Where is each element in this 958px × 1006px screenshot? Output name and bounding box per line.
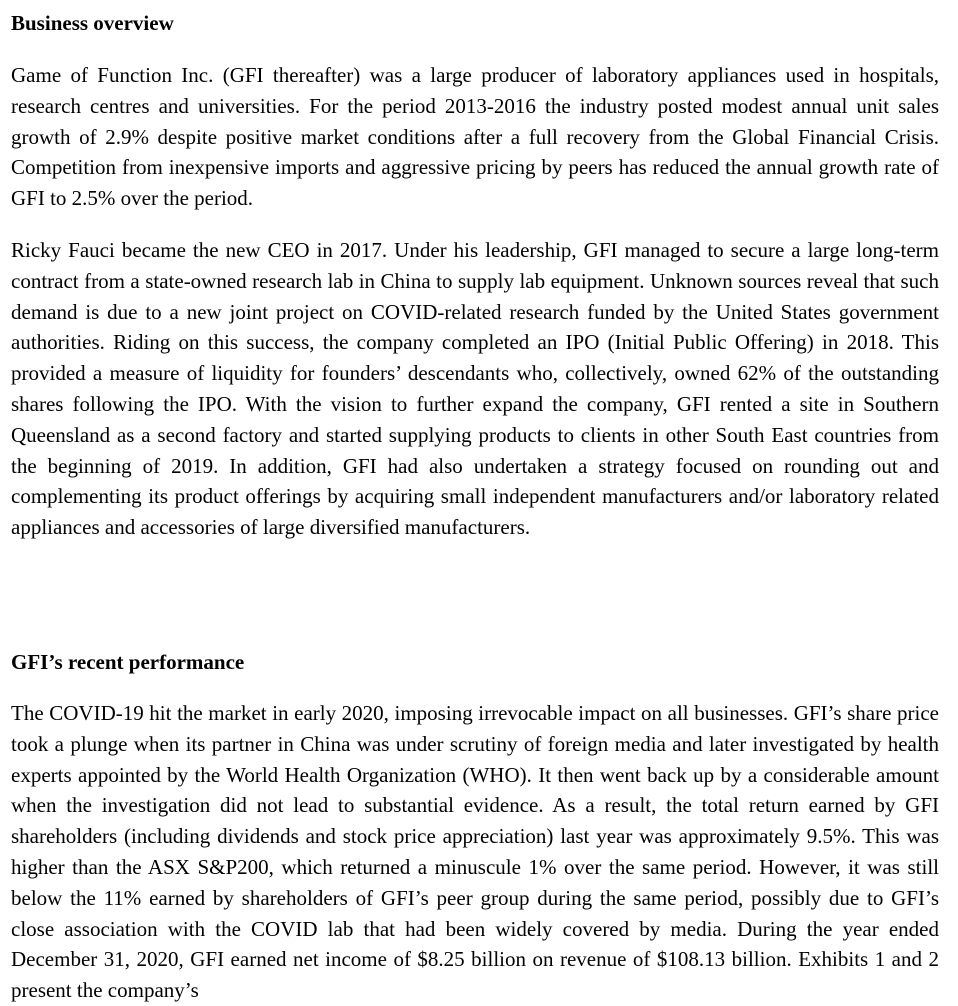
paragraph-business-overview-2: Ricky Fauci became the new CEO in 2017. Under his leadership, GFI managed to secure a large long-term contract from a state-owned research lab in China to supply lab equipment. Unknown sources reveal that such demand is due to a new joint project on COVID-related research funded by the United States government authorities. Riding on this success, the company completed an IPO (Initial Public Offering) in 2018. This provided a measure of liquidity for founders’ descendants who, collectively, owned 62% of the outstanding shares following the IPO. With the vision to further expand the company, GFI rented a site in Southern Queensland as a second factory and started supplying products to clients in other South East countries from the beginning of 2019. In addition, GFI had also undertaken a strategy focused on rounding out and complementing its product offerings by acquiring small independent manufacturers and/or laboratory related appliances and accessories of large diversified manufacturers. — [11, 238, 939, 540]
section-heading-recent-performance: GFI’s recent performance — [11, 650, 245, 674]
paragraph-business-overview-1: Game of Function Inc. (GFI thereafter) was a large producer of laboratory appliances used in hospitals, research centres and universities. For the period 2013-2016 the industry posted modest annual unit sales growth of 2.9% despite positive market conditions after a full recovery from the Global Financial Crisis. Competition from inexpensive imports and aggressive pricing by peers has reduced the annual growth rate of GFI to 2.5% over the period. — [11, 63, 939, 211]
paragraph-recent-performance-1: The COVID-19 hit the market in early 2020, imposing irrevocable impact on all businesses. GFI’s share price took a plunge when its partner in China was under scrutiny of foreign media and later investigated by health experts appointed by the World Health Organization (WHO). It then went back up by a considerable amount when the investigation did not lead to substantial evidence. As a result, the total return earned by GFI shareholders (including dividends and stock price appreciation) last year was approximately 9.5%. This was higher than the ASX S&P200, which returned a minuscule 1% over the same period. However, it was still below the 11% earned by shareholders of GFI’s peer group during the same period, possibly due to GFI’s close association with the COVID lab that had been widely covered by media. During the year ended December 31, 2020, GFI earned net income of $8.25 billion on revenue of $108.13 billion. Exhibits 1 and 2 present the company’s — [11, 701, 939, 1003]
section-heading-business-overview: Business overview — [11, 11, 174, 35]
